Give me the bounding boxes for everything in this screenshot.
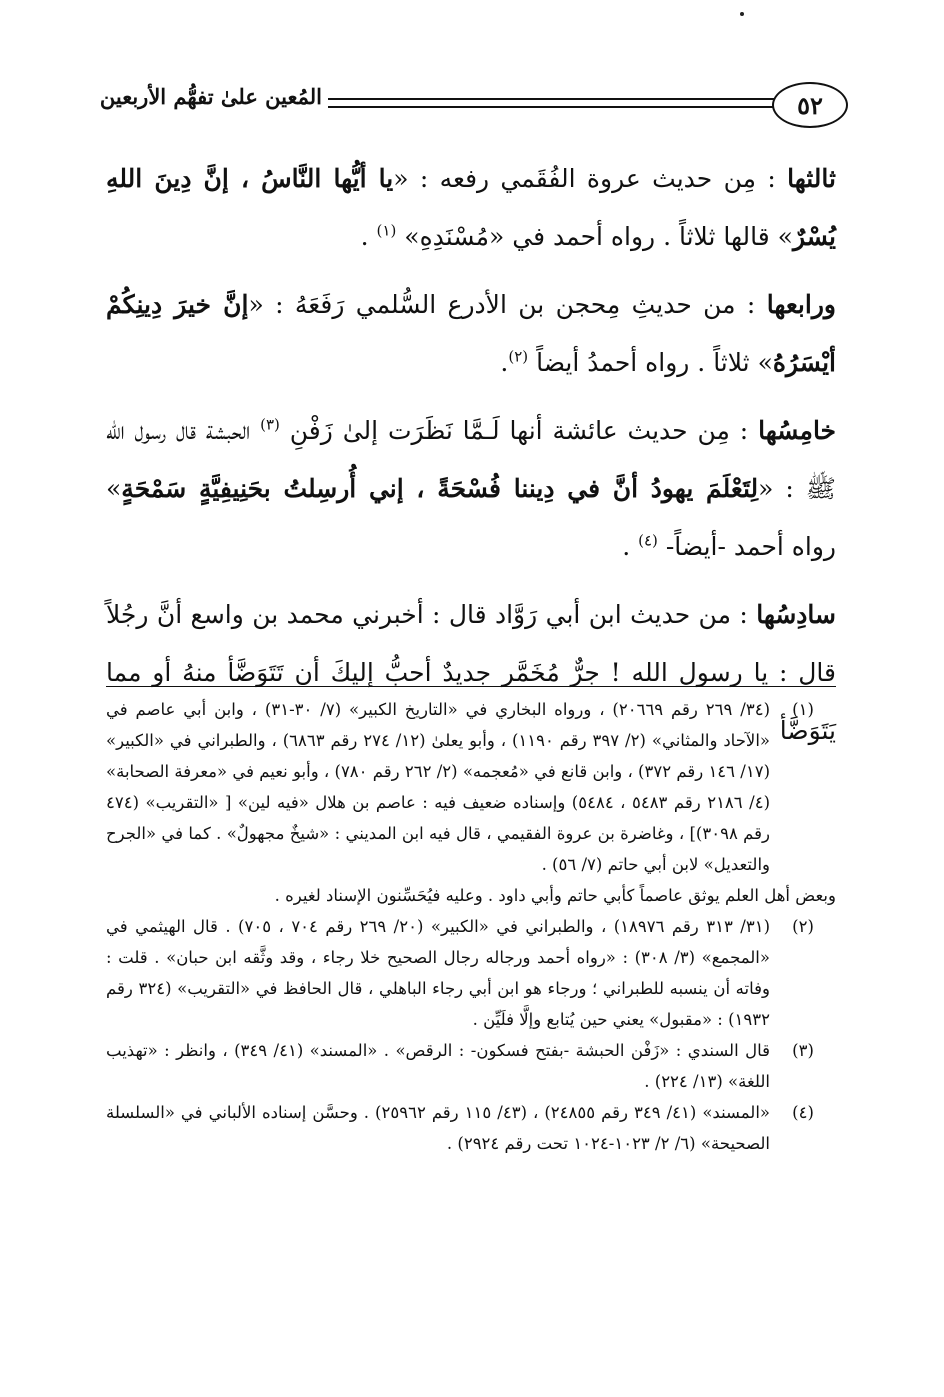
paragraph-lead: ثالثها <box>787 164 836 193</box>
paragraph-text: » ثلاثاً . رواه أحمدُ أيضاً <box>536 348 773 377</box>
paragraph-text: : من حديث ابن أبي رَوَّاد قال : أخبرني محمد بن واسع أنَّ رجُلاً قال : يا رسول الله ! جرٌّ مُخَمَّر جديدٌ أحبُّ إليكَ أن تَتَوَضَّأ منهُ أو مما يَتَوَضَّأ <box>106 600 836 745</box>
paragraph-text: » قالها ثلاثاً . رواه أحمد في «مُسْنَدِهِ» <box>404 222 793 251</box>
footnote-text: قال السندي : «زَفْن الحبشة -بفتح فسكون- : الرقص» . «المسند» (٤١/ ٣٤٩) ، وانظر : «تهذيب اللغة» (١٣/ ٢٢٤) . <box>106 1041 770 1091</box>
paragraph-end: . <box>500 348 509 377</box>
paragraph-text: الحبشة قال رسول الله ﷺ : « <box>106 416 836 503</box>
hadith-quote: لِتَعْلَمَ يهودُ أنَّ في دِيننا فُسْحَةً ، إني أُرسِلتُ بحَنِيفِيَّةٍ سَمْحَةٍ <box>121 474 759 503</box>
main-text <box>106 150 836 770</box>
footnotes <box>106 694 836 1159</box>
footnote-1 <box>106 694 836 880</box>
paragraph-end: . <box>360 222 377 251</box>
paragraph-fifth <box>106 402 836 576</box>
hadith-quote: يا أيُّها النَّاسُ ، إنَّ دِينَ اللهِ يُسْرٌ <box>106 164 836 251</box>
paragraph-third <box>106 150 836 266</box>
footnote-ref: (٣) <box>260 415 280 434</box>
paragraph-text: : من حديثِ مِحجن بن الأدرع السُّلمي رَفَعَهُ : « <box>248 290 767 319</box>
page-number: ٥٢ <box>772 82 848 128</box>
footnote-number: (٤) <box>792 1103 814 1122</box>
hadith-quote: إنَّ خيرَ دِينِكُمْ أيْسَرُهُ <box>106 290 836 377</box>
footnote-1-continuation: وبعض أهل العلم يوثق عاصماً كأبي حاتم وأبي داود . وعليه فيُحَسِّنون الإسناد لغيره . <box>274 886 836 905</box>
paragraph-lead: ورابعها <box>766 290 836 319</box>
footnote-text: (٣٤/ ٢٦٩ رقم ٢٠٦٦٩) ، ورواه البخاري في «التاريخ الكبير» (٧/ ٣٠-٣١) ، وابن أبي عاصم في «الآحاد والمثاني» (٢/ ٣٩٧ رقم ١١٩٠) ، وأبو يعلىٰ (١٢/ ٢٧٤ رقم ٦٨٦٣) ، والطبراني في «الكبير» (١٧/ ١٤٦ رقم ٣٧٢) ، وابن قانع في «مُعجمه» (٢/ ٢٦٢ رقم ٧٨٠) ، وأبو نعيم في «معرفة الصحابة» (٤/ ٢١٨٦ رقم ٥٤٨٣ ، ٥٤٨٤) وإسناده ضعيف فيه : عاصم بن هلال «فيه لين» [ «التقريب» (٤٧٤ رقم ٣٠٩٨)] ، وغاضرة بن عروة الفقيمي ، قال فيه ابن المديني : «شيخٌ مجهولٌ» . كما في «الجرح والتعديل» لابن أبي حاتم (٧/ ٥٦) . <box>106 700 771 874</box>
footnote-3 <box>106 1035 836 1097</box>
paragraph-text: » رواه أحمد -أيضاً- <box>106 474 836 561</box>
footnote-text: (٣١/ ٣١٣ رقم ١٨٩٧٦) ، والطبراني في «الكبير» (٢٠/ ٢٦٩ رقم ٧٠٤ ، ٧٠٥) . قال الهيثمي في «المجمع» (٣/ ٣٠٨) : «رواه أحمد ورجاله رجال الصحيح خلا رجاء ، وقد وثَّقه ابن حبان» . قلت : وفاته أن ينسبه للطبراني ؛ ورجاء هو ابن أبي رجاء الباهلي ، قال الحافظ في «التقريب» (٣٢٤ رقم ١٩٣٢) : «مقبول» يعني حين يُتابع وإلَّا فلَيِّن . <box>106 917 770 1029</box>
paragraph-fourth <box>106 276 836 392</box>
footnote-4 <box>106 1097 836 1159</box>
footnote-ref: (٢) <box>508 347 529 366</box>
header-rule <box>328 98 774 108</box>
footnote-ref: (٤) <box>638 531 658 550</box>
footnote-2 <box>106 911 836 1035</box>
footnote-separator <box>106 686 836 687</box>
page-header <box>96 78 848 134</box>
paragraph-end: . <box>622 532 639 561</box>
footnote-number: (٢) <box>792 917 814 936</box>
footnote-text: «المسند» (٤١/ ٣٤٩ رقم ٢٤٨٥٥) ، (٤٣/ ١١٥ رقم ٢٥٩٦٢) . وحسَّن إسناده الألباني في «السلسلة الصحيحة» (٦/ ٢/ ١٠٢٣-١٠٢٤ تحت رقم ٢٩٢٤) . <box>106 1103 771 1153</box>
paragraph-lead: خامِسُها <box>758 416 837 445</box>
paragraph-lead: سادِسُها <box>756 600 836 629</box>
paragraph-text: : مِن حديث عائشة أنها لَـمَّا نَظَرَت إلىٰ زَفْنِ <box>289 416 759 445</box>
footnote-number: (١) <box>792 700 814 719</box>
running-title: المُعين علىٰ تفهُّم الأربعين <box>99 84 322 109</box>
ink-speck <box>740 12 744 16</box>
footnote-number: (٣) <box>792 1041 814 1060</box>
footnote-ref: (١) <box>376 221 397 240</box>
paragraph-text: : مِن حديث عروة الفُقَمي رفعه : « <box>393 164 788 193</box>
